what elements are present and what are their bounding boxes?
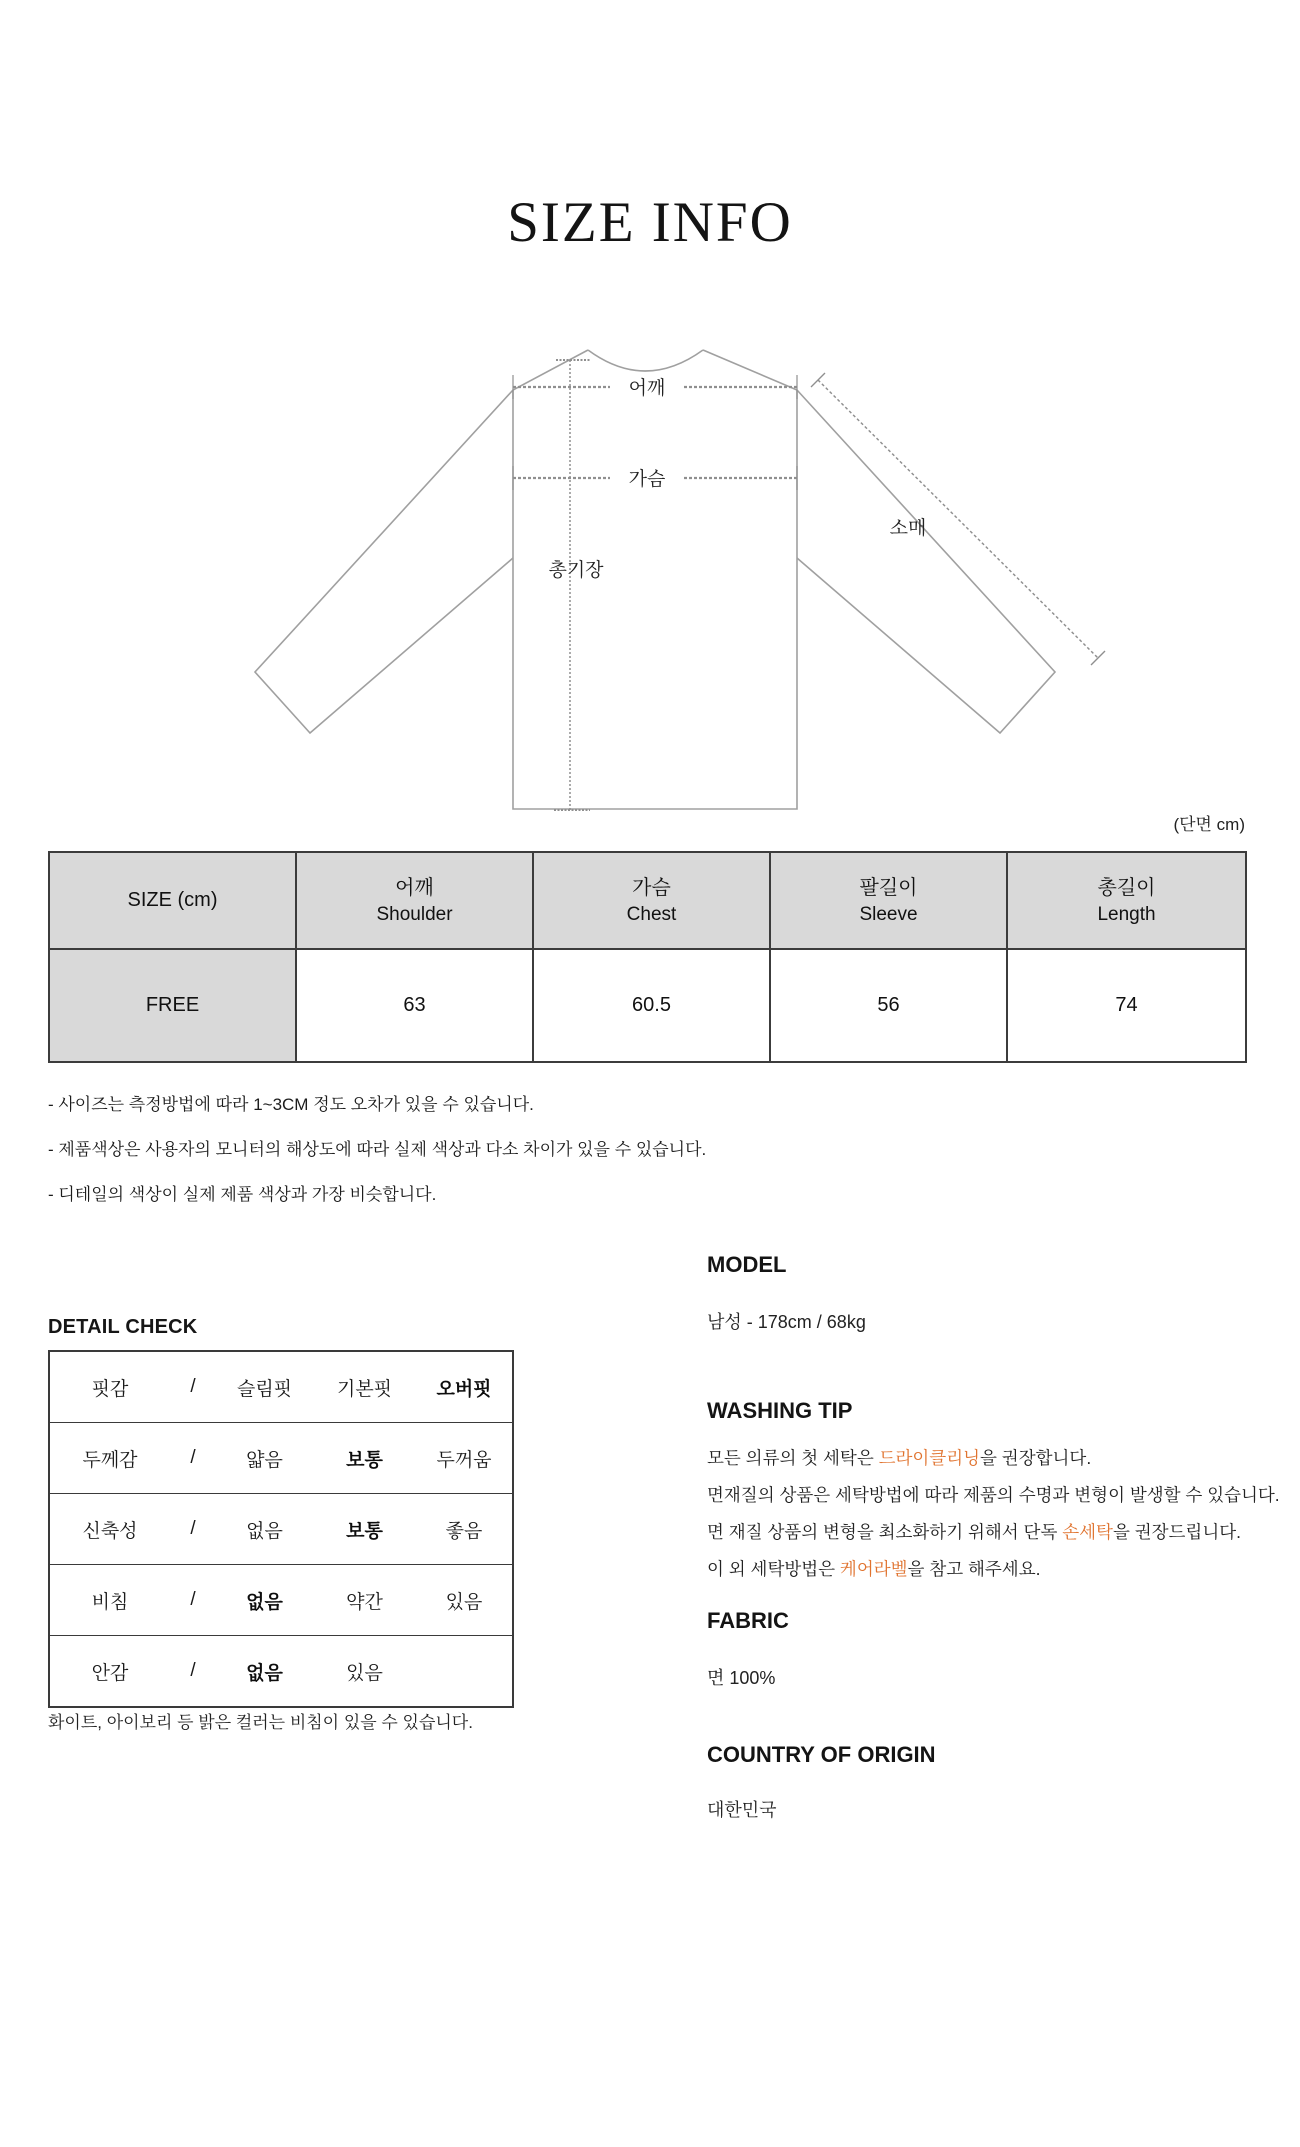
detail-option: 슬림핏 bbox=[236, 1378, 293, 1400]
header-chest-en: Chest bbox=[626, 903, 677, 925]
size-table bbox=[48, 851, 1247, 1063]
header-length-en: Length bbox=[1097, 903, 1156, 925]
detail-label: 신축성 bbox=[49, 1494, 170, 1565]
wash-highlight: 손세탁 bbox=[1062, 1522, 1113, 1542]
length-measure-ticks bbox=[554, 360, 590, 810]
detail-option-selected: 보통 bbox=[313, 1494, 416, 1565]
neck-curve bbox=[588, 350, 703, 371]
wash-text: 이 외 세탁방법은 bbox=[707, 1559, 840, 1579]
body-outline bbox=[513, 390, 797, 809]
washing-tip-line bbox=[707, 1551, 1280, 1588]
washing-tip-line bbox=[707, 1477, 1280, 1514]
size-note-line: - 사이즈는 측정방법에 따라 1~3CM 정도 오차가 있을 수 있습니다. bbox=[48, 1095, 534, 1114]
header-shoulder-ko: 어깨 bbox=[395, 876, 434, 899]
garment-outline bbox=[255, 350, 1055, 809]
detail-option: 두꺼움 bbox=[416, 1423, 513, 1494]
wash-text: 모든 의류의 첫 세탁은 bbox=[707, 1448, 879, 1468]
detail-option: 있음 bbox=[313, 1636, 416, 1708]
value-chest: 60.5 bbox=[533, 949, 770, 1062]
shoulder-label: 어깨 bbox=[628, 378, 666, 399]
washing-tip-line bbox=[707, 1440, 1280, 1477]
detail-option: 좋음 bbox=[416, 1494, 513, 1565]
size-notes bbox=[48, 1082, 706, 1217]
detail-label: 핏감 bbox=[91, 1378, 129, 1400]
model-heading: MODEL bbox=[707, 1252, 787, 1277]
size-table-header-shoulder bbox=[296, 852, 533, 949]
sleeve-measure-ticks bbox=[811, 373, 1105, 665]
wash-text: 을 참고 해주세요. bbox=[907, 1559, 1041, 1579]
page-title: SIZE INFO bbox=[507, 191, 793, 254]
header-sleeve-ko: 팔길이 bbox=[859, 876, 918, 899]
size-table-value-row bbox=[49, 949, 1246, 1062]
detail-option-selected: 없음 bbox=[216, 1565, 313, 1636]
right-sleeve bbox=[797, 390, 1055, 733]
header-sleeve-en: Sleeve bbox=[859, 903, 918, 925]
wash-text: 면 재질 상품의 변형을 최소화하기 위해서 단독 bbox=[707, 1522, 1063, 1542]
origin-text: 대한민국 bbox=[707, 1800, 777, 1820]
length-label: 총기장 bbox=[548, 560, 604, 581]
detail-separator: / bbox=[190, 1376, 196, 1397]
header-chest-ko: 가슴 bbox=[632, 876, 671, 899]
size-table-header-length bbox=[1007, 852, 1246, 949]
chest-measure-ticks bbox=[513, 466, 797, 490]
chest-label: 가슴 bbox=[628, 469, 666, 490]
detail-separator: / bbox=[170, 1494, 216, 1565]
size-note-line: - 제품색상은 사용자의 모니터의 해상도에 따라 실제 색상과 다소 차이가 있을 수 있습니다. bbox=[48, 1140, 707, 1159]
detail-row-thickness bbox=[49, 1423, 513, 1494]
wash-highlight: 케어라벨 bbox=[839, 1559, 908, 1579]
fabric-text: 면 100% bbox=[707, 1668, 776, 1688]
wash-text: 을 권장합니다. bbox=[980, 1448, 1092, 1468]
detail-option: 없음 bbox=[216, 1494, 313, 1565]
detail-separator: / bbox=[170, 1565, 216, 1636]
detail-option-selected: 없음 bbox=[216, 1636, 313, 1708]
garment-diagram bbox=[0, 0, 1300, 830]
header-shoulder-en: Shoulder bbox=[376, 903, 453, 925]
shoulder-measure-ticks bbox=[513, 375, 797, 399]
size-note-line: - 디테일의 색상이 실제 제품 색상과 가장 비슷합니다. bbox=[48, 1185, 437, 1204]
detail-separator: / bbox=[170, 1636, 216, 1708]
measure-lines bbox=[513, 360, 1105, 810]
detail-option-selected: 보통 bbox=[313, 1423, 416, 1494]
washing-tip-heading: WASHING TIP bbox=[707, 1398, 853, 1423]
detail-label: 두께감 bbox=[49, 1423, 170, 1494]
detail-separator: / bbox=[170, 1423, 216, 1494]
shoulder-seams bbox=[513, 350, 797, 390]
fabric-heading: FABRIC bbox=[707, 1608, 789, 1633]
detail-label: 비침 bbox=[49, 1565, 170, 1636]
origin-heading: COUNTRY OF ORIGIN bbox=[707, 1742, 936, 1767]
wash-text: 을 권장드립니다. bbox=[1112, 1522, 1242, 1542]
detail-row-stretch bbox=[49, 1494, 513, 1565]
detail-row-fit bbox=[49, 1351, 513, 1423]
left-sleeve bbox=[255, 390, 513, 733]
washing-tip-lines bbox=[707, 1440, 1280, 1588]
detail-option-selected: 오버핏 bbox=[436, 1378, 492, 1400]
detail-option bbox=[416, 1636, 513, 1708]
size-table-header-chest bbox=[533, 852, 770, 949]
value-length: 74 bbox=[1007, 949, 1246, 1062]
detail-option: 약간 bbox=[313, 1565, 416, 1636]
detail-option: 있음 bbox=[416, 1565, 513, 1636]
washing-tip-line bbox=[707, 1514, 1280, 1551]
model-text: 남성 - 178cm / 68kg bbox=[707, 1312, 866, 1332]
wash-text: 면재질의 상품은 세탁방법에 따라 제품의 수명과 변형이 발생할 수 있습니다. bbox=[707, 1485, 1280, 1505]
value-shoulder: 63 bbox=[296, 949, 533, 1062]
sleeve-measure-line bbox=[818, 380, 1098, 658]
size-table-header-row bbox=[49, 852, 1246, 949]
detail-row-lining bbox=[49, 1636, 513, 1708]
detail-check-table bbox=[48, 1350, 514, 1708]
unit-note: (단면 cm) bbox=[1173, 815, 1245, 834]
detail-check-heading: DETAIL CHECK bbox=[48, 1316, 198, 1338]
detail-option: 기본핏 bbox=[336, 1378, 393, 1400]
detail-row-sheerness bbox=[49, 1565, 513, 1636]
header-length-ko: 총길이 bbox=[1097, 876, 1156, 899]
detail-check-note: 화이트, 아이보리 등 밝은 컬러는 비침이 있을 수 있습니다. bbox=[48, 1713, 473, 1732]
wash-highlight: 드라이클리닝 bbox=[878, 1448, 981, 1468]
value-sleeve: 56 bbox=[770, 949, 1007, 1062]
sleeve-label: 소매 bbox=[889, 518, 927, 539]
size-table-header-size: SIZE (cm) bbox=[49, 852, 296, 949]
size-table-header-sleeve bbox=[770, 852, 1007, 949]
size-free-cell: FREE bbox=[49, 949, 296, 1062]
detail-label: 안감 bbox=[49, 1636, 170, 1708]
detail-option: 얇음 bbox=[216, 1423, 313, 1494]
